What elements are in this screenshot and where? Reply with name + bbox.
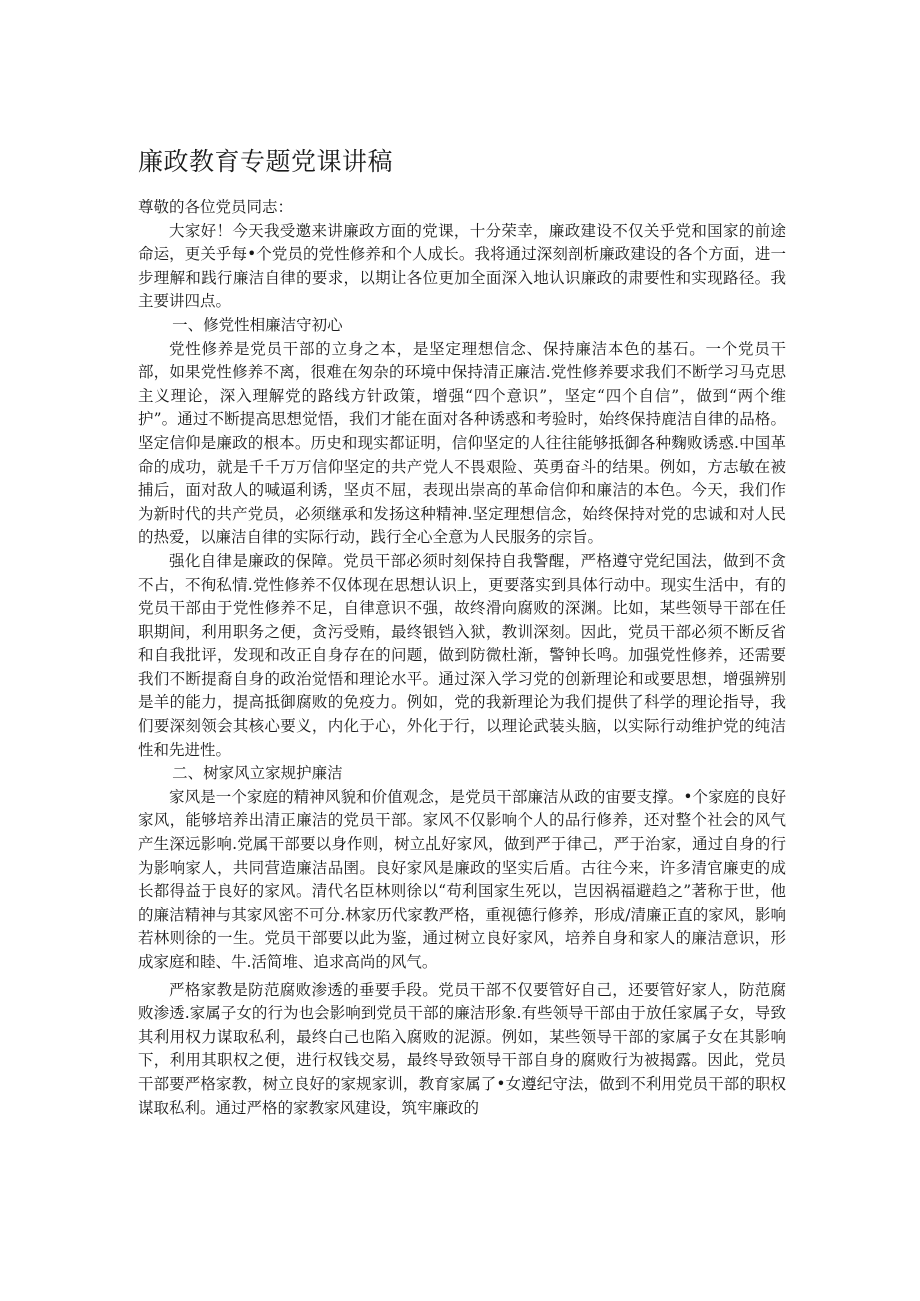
salutation: 尊敬的各位党员同志： <box>138 198 294 216</box>
document-page <box>138 142 786 1120</box>
section-heading-1: 一、修党性相廉洁守初心 <box>172 315 343 334</box>
section2-paragraph-2: 严格家教是防范腐败渗透的垂要手段。党员干部不仅要管好自己，还要管好家人，防范腐败渗透.家属子女的行为也会影响到党员干部的廉洁形象.有些领导干部由于放任家属子女，导致其利用权力谋取私利，最终白己也陷入腐败的泥源。例如，某些领导干部的家属子女在其影响下，利用其职权之便，进行权钱交易，最终导致领导干部自身的腐败行为被揭露。因此，党员干部要严格家教，树立良好的家规家训，教育家属了•女遵纪守法，做到不利用党员干部的职权谋取私利。通过严格的家教家风建设，筑牢廉政的 <box>138 980 786 1117</box>
section2-paragraph-1: 家风是一个家庭的精神风貌和价值观念，是党员干部廉洁从政的宙要支撑。•个家庭的良好家风，能够培养出清正廉洁的党员干部。家风不仅影响个人的品行修养，还对整个社会的风气产生深远影响.党属干部要以身作则，树立乩好家风，做到严于律己，严于治家，通过自身的行为影响家人，共同营造廉洁品圉。良好家风是廉政的坚实后盾。古往今来，许多清官廉吏的成长都得益于良好的家风。清代名臣林则徐以“苟利国家生死以，岂因祸福避趋之”著称于世，他的廉洁精神与其家风密不可分.林家历代家教严格，重视德行修养，形成/清廉正直的家风，影响若林则徐的一生。党员干部要以此为鉴，通过树立良好家风，培养自身和家人的廉洁意识，形成家庭和睦、牛.活简堆、追求高尚的风气。 <box>138 787 786 971</box>
section1-paragraph-1: 党性修养是党员干部的立身之本，是坚定理想信念、保持廉洁本色的基石。一个党员干部，如果党性修养不离，很难在匆杂的环境中保持清正廉洁.党性修养要求我们不断学习马克思主义理论，深入理解党的路线方针政策，增强“四个意识”，坚定“四个自信”，做到“两个维护”。通过不断提高思想觉悟，我们才能在面对各种诱惑和考验时，始终保持鹿洁自律的品格。坚定信仰是廉政的根本。历史和现实都证明，信仰坚定的人往往能够抵御各种麴败诱惑.中国革命的成功，就是千千万万信仰坚定的共产党人不畏艰险、英勇奋斗的结果。例如，方志敏在被捕后，面对敌人的喊逼利诱，坚贞不屈，表现出崇高的革命信仰和廉洁的本色。今天，我们作为新时代的共产党员，必须继承和发扬这种精神.坚定理想信念，始终保持对党的忠诚和对人民的热爱，以廉洁自律的实际行动，践行全心全意为人民服务的宗旨。 <box>138 339 786 547</box>
section-heading-2: 二、树家风立家规护廉洁 <box>172 764 343 783</box>
section1-paragraph-2: 强化自律是廉政的保障。党员干部必须时刻保持自我警醒，严格遵守党纪国法，做到不贪不占，不徇私情.党性修养不仅体现在思想认识上，更要落实到具体行动中。现实生活中，有的党员干部由于党性修养不足，自律意识不强，故终滑向腐败的深渊。比如，某些领导干部在任职期间，利用职务之便，贪污受贿，最终银铛入狱，教训深刻。因此，党员干部必须不断反省和自我批评，发现和改正自身存在的问题，做到防微杜渐，警钟长鸣。加强党性修养，还需要我们不断提裔自身的政治觉悟和理论水平。通过深入学习党的创新理论和或要思想，增强辨别是羊的能力，提高抵御腐败的免疫力。例如，党的我新理论为我们提供了科学的理论指导，我们要深刻领会其核心要义，内化于心，外化于行，以理论武装头脑，以实际行动维护党的纯洁性和先进性。 <box>138 551 786 759</box>
document-title: 廉政教育专题党课讲稿 <box>138 147 394 176</box>
intro-paragraph: 大家好！今天我受邀来讲廉政方面的党课，十分荣幸，廉政建设不仅关乎党和国家的前途命运，更关乎每•个党员的党性修养和个人成长。我将通过深刻剖析廉政建设的各个方面，进一步理解和践行廉洁自律的要求，以期让各位更加全面深入地认识廉政的肃要性和实现路径。我主要讲四点。 <box>138 221 786 311</box>
